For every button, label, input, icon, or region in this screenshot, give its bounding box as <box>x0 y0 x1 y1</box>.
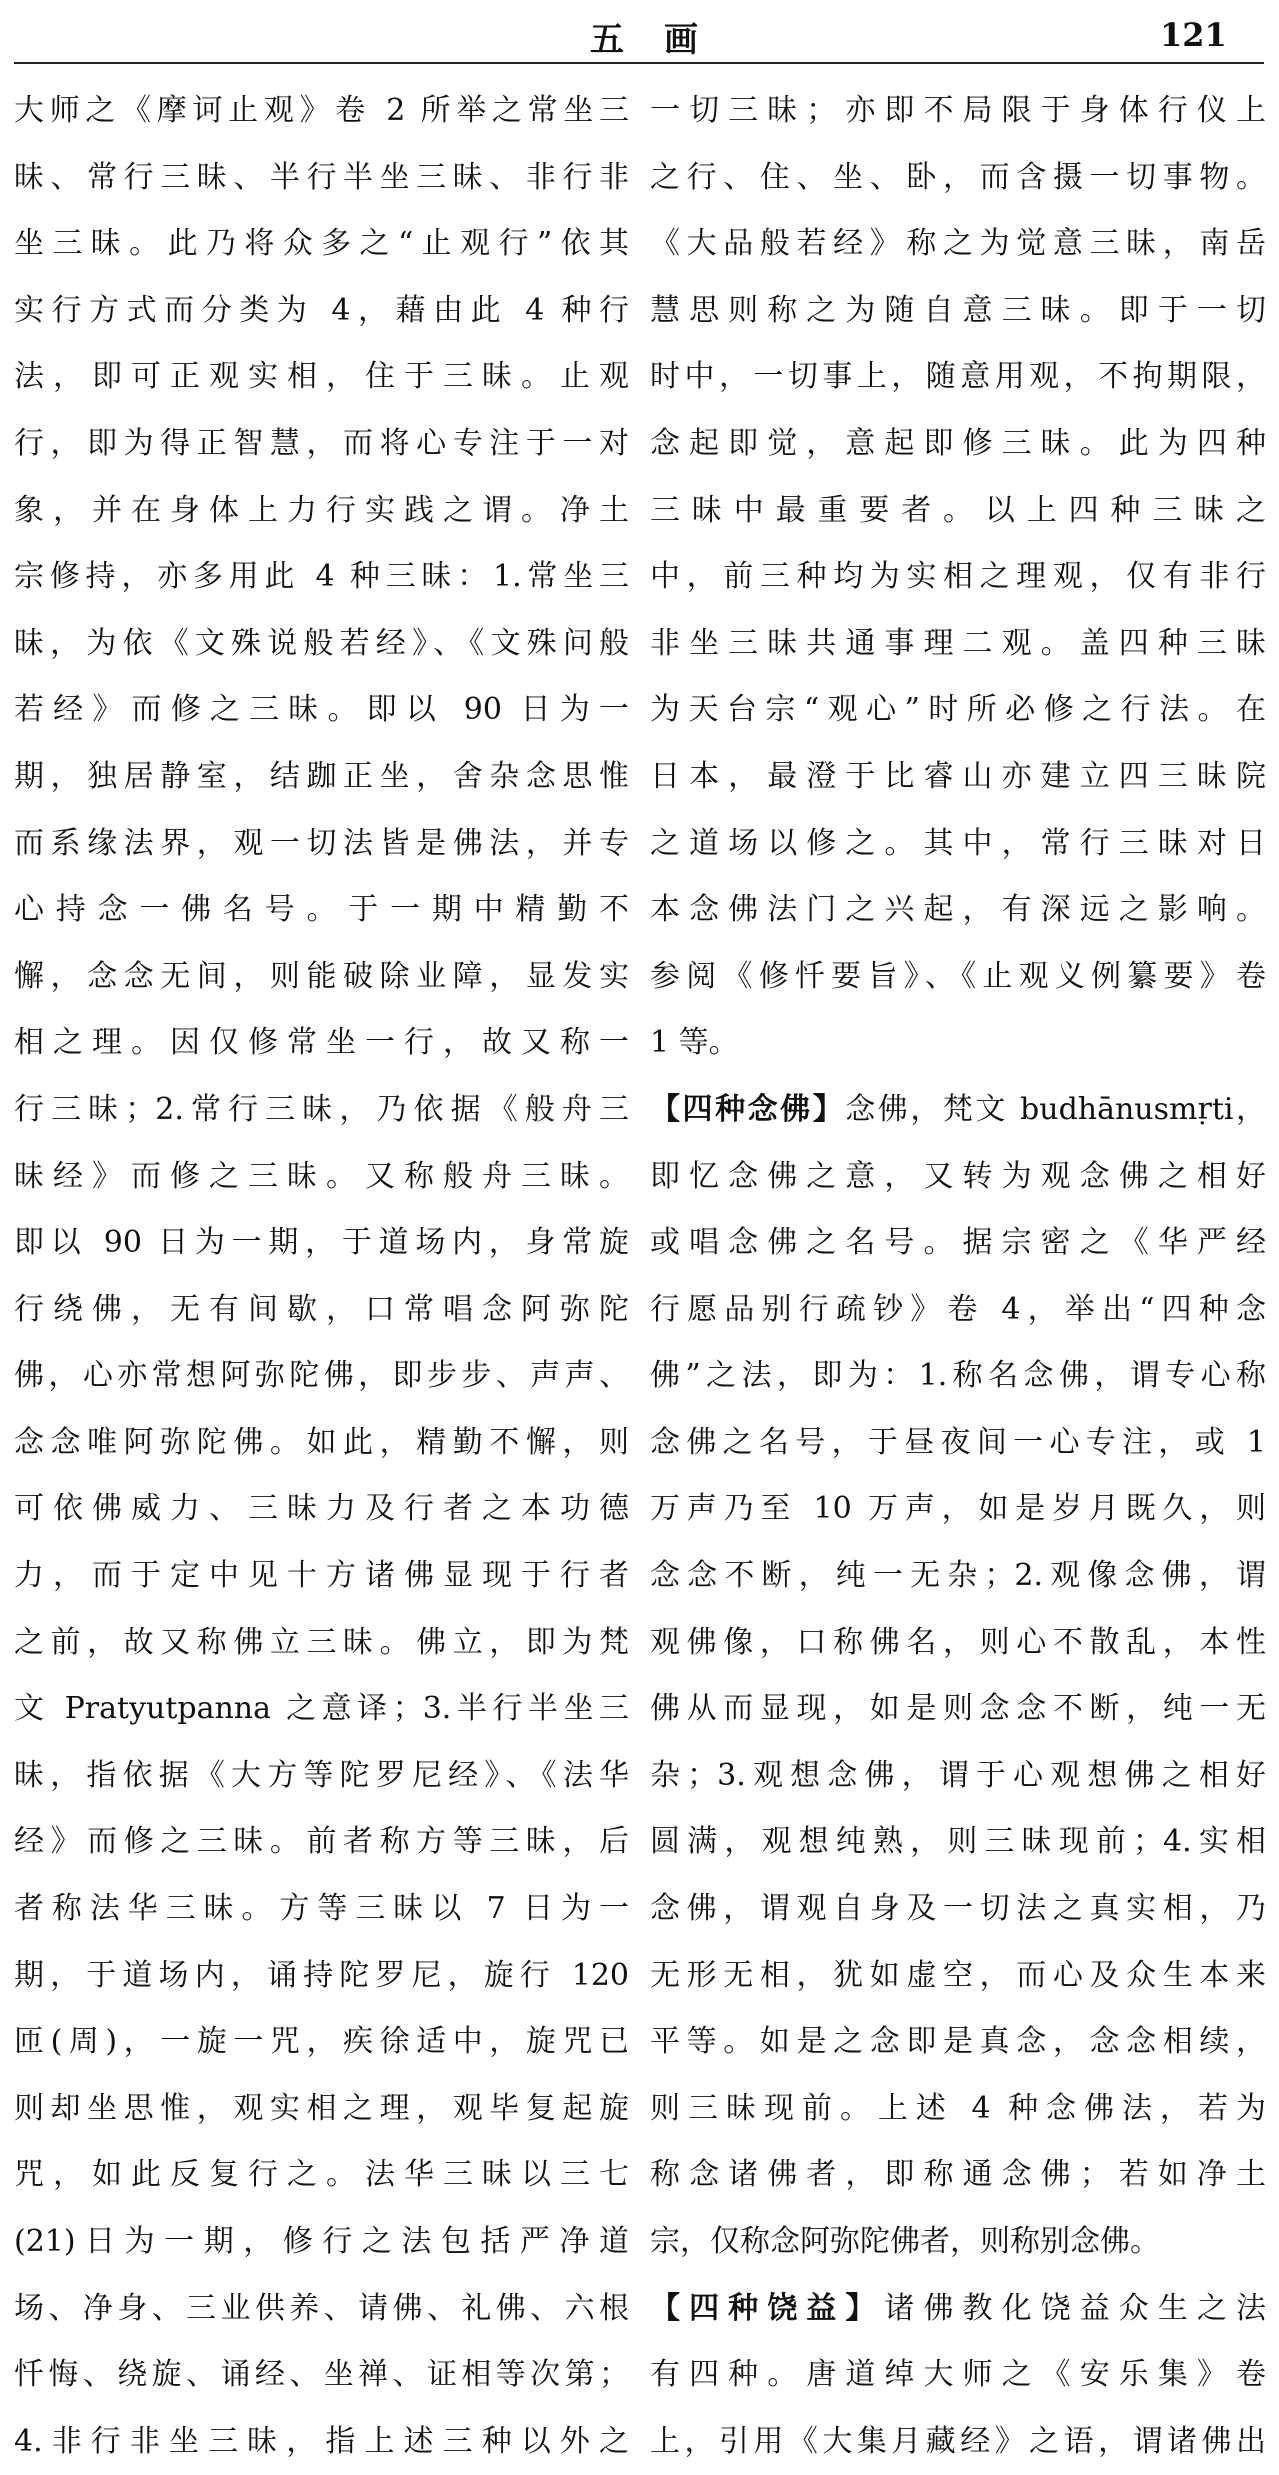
text-line: 法，即可正观实相，住于三昧。止观 <box>14 359 629 395</box>
text-line: 杂；3.观想念佛，谓于心观想佛之相好 <box>650 1757 1266 1793</box>
text-line: 本念佛法门之兴起，有深远之影响。 <box>650 892 1266 928</box>
text-line: 力，而于定中见十方诸佛显现于行者 <box>14 1558 629 1594</box>
text-line: 昧、常行三昧、半行半坐三昧、非行非 <box>14 159 629 195</box>
text-line: 相之理。因仅修常坐一行，故又称一 <box>14 1025 629 1061</box>
text-line: 而系缘法界，观一切法皆是佛法，并专 <box>14 825 629 861</box>
text-line: 无形无相，犹如虚空，而心及众生本来 <box>650 1957 1266 1993</box>
text-line: 非坐三昧共通事理二观。盖四种三昧 <box>650 625 1266 661</box>
text-line: 坐三昧。此乃将众多之“止观行”依其 <box>14 226 629 262</box>
text-line: 忏悔、绕旋、诵经、坐禅、证相等次第； <box>14 2357 629 2393</box>
text-line: 实行方式而分类为 4，藉由此 4 种行 <box>14 292 629 328</box>
text-line: 观佛像，口称佛名，则心不散乱，本性 <box>650 1624 1266 1660</box>
entry1-text: 念佛，梵文 budhānusmṛti， <box>845 1091 1266 1127</box>
text-line: 即忆念佛之意，又转为观念佛之相好 <box>650 1158 1266 1194</box>
text-line: 念念唯阿弥陀佛。如此，精勤不懈，则 <box>14 1424 629 1460</box>
text-line: 日本，最澄于比睿山亦建立四三昧院 <box>650 758 1266 794</box>
text-line: 慧思则称之为随自意三昧。即于一切 <box>650 292 1266 328</box>
text-line: 念佛之名号，于昼夜间一心专注，或 1 <box>650 1424 1266 1460</box>
text-line: 则三昧现前。上述 4 种念佛法，若为 <box>650 2090 1266 2126</box>
text-line: 1 等。 <box>650 1025 739 1061</box>
text-line: 佛从而显现，如是则念念不断，纯一无 <box>650 1691 1266 1727</box>
text-line: 念佛，谓观自身及一切法之真实相，乃 <box>650 1891 1266 1927</box>
right-column <box>650 78 1266 2475</box>
text-line: 万声乃至 10 万声，如是岁月既久，则 <box>650 1491 1266 1527</box>
running-head: 五画 <box>590 20 738 60</box>
header-rule <box>14 62 1264 64</box>
entry2-first-line <box>650 2276 1266 2343</box>
text-line: 时中，一切事上，随意用观，不拘期限， <box>650 359 1266 395</box>
text-line: 者称法华三昧。方等三昧以 7 日为一 <box>14 1891 629 1927</box>
text-line: 称念诸佛者，即称通念佛；若如净土 <box>650 2157 1266 2193</box>
text-line: 期，独居静室，结跏正坐，舍杂念思惟 <box>14 758 629 794</box>
text-line: (21)日为一期，修行之法包括严净道 <box>14 2224 629 2259</box>
page-header <box>0 0 1279 70</box>
text-line: 宗修持，亦多用此 4 种三昧：1.常坐三 <box>14 559 629 595</box>
text-line: 昧，为依《文殊说般若经》、《文殊问般 <box>14 625 629 661</box>
text-line: 佛”之法，即为：1.称名念佛，谓专心称 <box>650 1358 1266 1394</box>
text-line: 场、净身、三业供养、请佛、礼佛、六根 <box>14 2290 629 2326</box>
entry2-text: 诸佛教化饶益众生之法 <box>884 2290 1266 2326</box>
text-line: 行愿品别行疏钞》卷 4，举出“四种念 <box>650 1291 1266 1327</box>
text-line: 念起即觉，意起即修三昧。此为四种 <box>650 425 1266 461</box>
text-line: 期，于道场内，诵持陀罗尼，旋行 120 <box>14 1957 629 1993</box>
text-line: 匝(周)，一旋一咒，疾徐适中，旋咒已 <box>14 2024 629 2060</box>
text-line: 之前，故又称佛立三昧。佛立，即为梵 <box>14 1624 629 1660</box>
text-line: 4.非行非坐三昧，指上述三种以外之 <box>14 2423 629 2459</box>
text-line: 或唱念佛之名号。据宗密之《华严经 <box>650 1225 1266 1261</box>
page-number: 121 <box>1160 16 1227 54</box>
text-line: 参阅《修忏要旨》、《止观义例纂要》卷 <box>650 958 1266 994</box>
text-line: 之行、住、坐、卧，而含摄一切事物。 <box>650 159 1266 195</box>
text-line: 中，前三种均为实相之理观，仅有非行 <box>650 559 1266 595</box>
text-line: 之道场以修之。其中，常行三昧对日 <box>650 825 1266 861</box>
entry1-first-line <box>650 1077 1266 1144</box>
text-line: 心持念一佛名号。于一期中精勤不 <box>14 892 629 928</box>
text-line: 昧经》而修之三昧。又称般舟三昧。 <box>14 1158 629 1194</box>
text-line: 三昧中最重要者。以上四种三昧之 <box>650 492 1266 528</box>
text-line: 圆满，观想纯熟，则三昧现前；4.实相 <box>650 1824 1266 1860</box>
text-line: 大师之《摩诃止观》卷 2 所举之常坐三 <box>14 93 629 128</box>
text-line: 行绕佛，无有间歇，口常唱念阿弥陀 <box>14 1291 629 1327</box>
text-line: 佛，心亦常想阿弥陀佛，即步步、声声、 <box>14 1358 629 1394</box>
text-line: 象，并在身体上力行实践之谓。净土 <box>14 492 629 528</box>
text-line: 文 Pratyutpanna 之意译；3.半行半坐三 <box>14 1691 629 1727</box>
text-line: 懈，念念无间，则能破除业障，显发实 <box>14 958 629 994</box>
text-line: 可依佛威力、三昧力及行者之本功德 <box>14 1491 629 1527</box>
text-line: 行，即为得正智慧，而将心专注于一对 <box>14 425 629 461</box>
left-column <box>14 78 629 2475</box>
text-line: 咒，如此反复行之。法华三昧以三七 <box>14 2157 629 2193</box>
text-line: 《大品般若经》称之为觉意三昧，南岳 <box>650 226 1266 262</box>
text-line: 念念不断，纯一无杂；2.观像念佛，谓 <box>650 1558 1266 1594</box>
text-line: 有四种。唐道绰大师之《安乐集》卷 <box>650 2357 1266 2393</box>
text-line: 宗，仅称念阿弥陀佛者，则称别念佛。 <box>650 2224 1160 2259</box>
text-line: 经》而修之三昧。前者称方等三昧，后 <box>14 1824 629 1860</box>
text-line: 一切三昧；亦即不局限于身体行仪上 <box>650 93 1266 128</box>
text-line: 平等。如是之念即是真念，念念相续， <box>650 2024 1266 2060</box>
text-line: 行三昧；2.常行三昧，乃依据《般舟三 <box>14 1091 629 1127</box>
text-line: 即以 90 日为一期，于道场内，身常旋 <box>14 1225 629 1261</box>
text-line: 昧，指依据《大方等陀罗尼经》、《法华 <box>14 1757 629 1793</box>
entry1-headword: 【四种念佛】 <box>650 1091 846 1127</box>
text-line: 则却坐思惟，观实相之理，观毕复起旋 <box>14 2090 629 2126</box>
entry2-headword: 【四种饶益】 <box>650 2290 885 2326</box>
text-line: 为天台宗“观心”时所必修之行法。在 <box>650 692 1266 728</box>
text-line: 若经》而修之三昧。即以 90 日为一 <box>14 692 629 728</box>
text-line: 上，引用《大集月藏经》之语，谓诸佛出 <box>650 2423 1266 2459</box>
